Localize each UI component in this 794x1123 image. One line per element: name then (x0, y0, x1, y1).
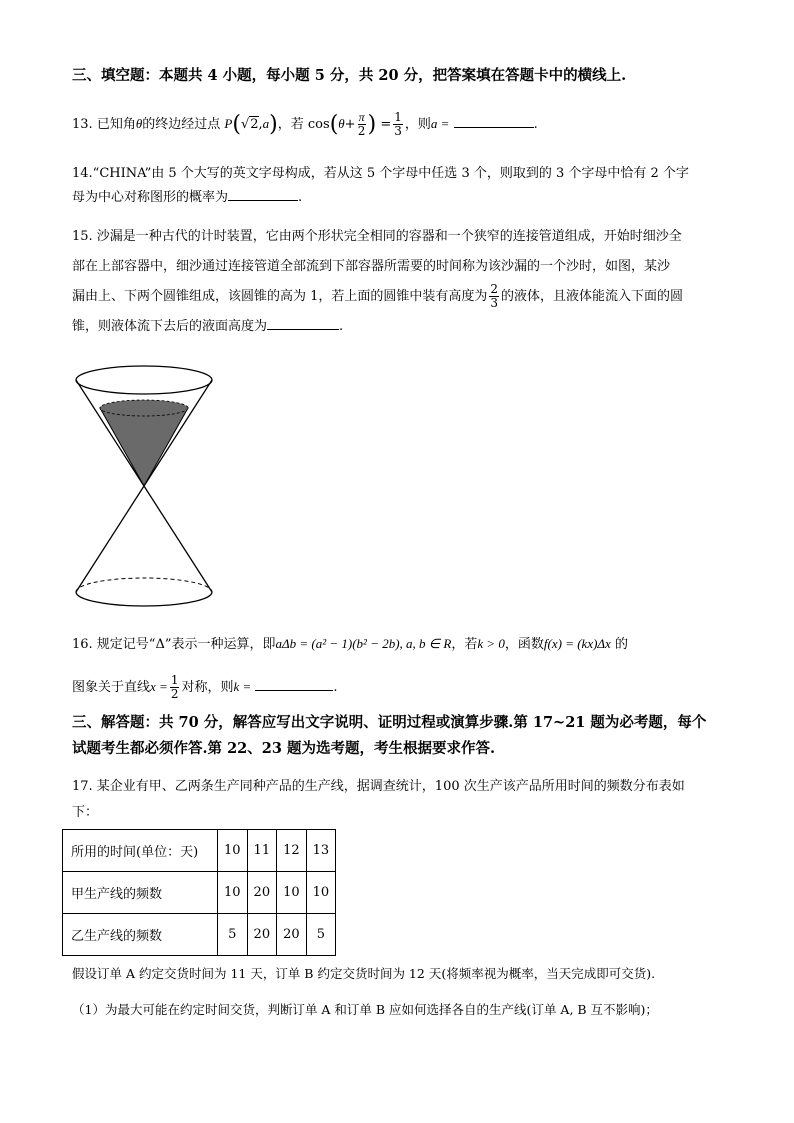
table-row (63, 830, 336, 872)
q13-text: 的终边经过点 (142, 117, 221, 132)
q13-equals: = (380, 117, 392, 132)
q13-sqrt2: 2 (250, 117, 259, 132)
q17-line1: 17. 某企业有甲、乙两条生产同种产品的生产线，据调查统计，100 次生产该产品所用时间的频数分布表如 (72, 779, 685, 794)
q17-part1: （1）为最大可能在约定时间交货，判断订单 A 和订单 B 应如何选择各自的生产线(订单 A, B 互不影响)； (72, 1002, 658, 1017)
q17-assumption: 假设订单 A 约定交货时间为 11 天，订单 B 约定交货时间为 12 天(将频率视为概率，当天完成即可交货). (72, 966, 656, 981)
section-heading-fill-in: 三、填空题：本题共 4 小题，每小题 5 分，共 20 分，把答案填在答题卡中的横线上. (72, 67, 627, 84)
table-cell: 10 (218, 872, 248, 914)
question-13: 13. 已知角θ的终边经过点 P(√2,a)，若 cos(θ+ $\frac{\pi}{2}$ ) = $\frac{1}{3}$ ，则a = . (72, 110, 538, 138)
q17-line2: 下： (72, 805, 99, 820)
hourglass-figure (70, 360, 220, 615)
q13-pi-over-2: $\frac{\pi}{2}$ (357, 110, 366, 138)
q13-end: . (533, 117, 538, 132)
answer-blank[interactable] (454, 113, 534, 128)
table-cell: 20 (247, 872, 277, 914)
lower-right-side (144, 486, 212, 592)
question-17 (72, 774, 722, 826)
table-cell: 乙生产线的频数 (63, 914, 218, 956)
q13-one-third: $\frac{1}{3}$ (394, 110, 402, 138)
q15-line1: 15. 沙漏是一种古代的计时装置，它由两个形状完全相同的容器和一个狭窄的连接管道组成，开始时细沙全 (72, 229, 682, 244)
table-cell: 20 (247, 914, 277, 956)
table-cell: 10 (277, 872, 307, 914)
q16-k-eq: k = (233, 679, 252, 694)
q13-cos: cos (307, 117, 330, 132)
table-row (63, 872, 336, 914)
table-cell: 5 (306, 914, 336, 956)
question-16 (72, 630, 722, 702)
section-heading-line1: 三、解答题：共 70 分，解答应写出文字说明、证明过程或演算步骤.第 17~21 题为必考题，每个 (72, 714, 707, 731)
question-14 (72, 162, 722, 210)
q16-line1: 16. 规定记号“Δ”表示一种运算，即aΔb = (a² − 1)(b² − 2b), a, b ∈ R，若k > 0，函数f(x) = (kx)Δx 的 (72, 636, 628, 652)
q14-line2: 母为中心对称图形的概率为 . (72, 186, 722, 210)
answer-blank[interactable] (267, 315, 339, 330)
frequency-table (62, 829, 336, 956)
table-row (63, 914, 336, 956)
table-cell: 所用的时间(单位：天) (63, 830, 218, 872)
q13-text: ，若 (277, 117, 304, 132)
q15-line4: 锥，则液体流下去后的液面高度为 . (72, 312, 722, 342)
table-cell: 5 (218, 914, 248, 956)
table-cell: 10 (306, 872, 336, 914)
q16-one-half: $\frac{1}{2}$ (170, 673, 179, 701)
q13-point-p: P (224, 116, 233, 131)
q14-line1: 14.“CHINA”由 5 个大写的英文字母构成，若从这 5 个字母中任选 3 个，则取到的 3 个字母中恰有 2 个字 (72, 166, 689, 181)
q16-line2: 图象关于直线x = $\frac{1}{2}$ 对称，则k = . (72, 673, 338, 701)
q16-condition: k > 0 (477, 636, 505, 651)
q13-a-eq: a = (430, 116, 450, 131)
table-cell: 11 (247, 830, 277, 872)
q16-expression: aΔb = (a² − 1)(b² − 2b), a, b ∈ R (275, 636, 452, 651)
q13-number: 13. (72, 117, 93, 132)
table-cell: 13 (306, 830, 336, 872)
paren-open: ( (329, 112, 339, 137)
section-heading-answer (72, 710, 722, 762)
q15-line3: 漏由上、下两个圆锥组成，该圆锥的高为 1，若上面的圆锥中装有高度为 $\frac{2}{3}$ 的液体，且液体能流入下面的圆 (72, 282, 684, 310)
table-cell: 12 (277, 830, 307, 872)
q16-function: f(x) = (kx)Δx (543, 636, 611, 651)
q15-two-thirds: $\frac{2}{3}$ (490, 282, 499, 310)
q13-plus: + (344, 117, 356, 132)
liquid-surface (100, 400, 188, 416)
section-heading-line2: 试题考生都必须作答.第 22、23 题为选考题，考生根据要求作答. (72, 740, 496, 757)
table-cell: 10 (218, 830, 248, 872)
q16-x-eq: x = (150, 679, 168, 694)
table-cell: 甲生产线的频数 (63, 872, 218, 914)
q13-comma: , (258, 117, 263, 132)
paren-close: ) (367, 112, 377, 137)
paren-close: ) (269, 112, 278, 137)
q13-theta: θ (135, 116, 143, 131)
top-ellipse (76, 366, 212, 394)
lower-left-side (76, 486, 144, 592)
bottom-ellipse-front (76, 592, 212, 606)
answer-blank[interactable] (255, 676, 333, 691)
paren-open: ( (232, 112, 241, 137)
bottom-ellipse-back (76, 578, 212, 592)
q13-text: ，则 (404, 117, 431, 132)
question-15 (72, 222, 722, 342)
table-cell: 20 (277, 914, 307, 956)
liquid-cone (100, 408, 188, 486)
q13-text: 已知角 (96, 117, 136, 132)
q13-theta: θ (338, 116, 345, 131)
q15-line2: 部在上部容器中，细沙通过连接管道全部流到下部容器所需要的时间称为该沙漏的一个沙时，如图，某沙 (72, 259, 671, 274)
answer-blank[interactable] (228, 186, 298, 201)
q13-a: a (262, 116, 270, 131)
